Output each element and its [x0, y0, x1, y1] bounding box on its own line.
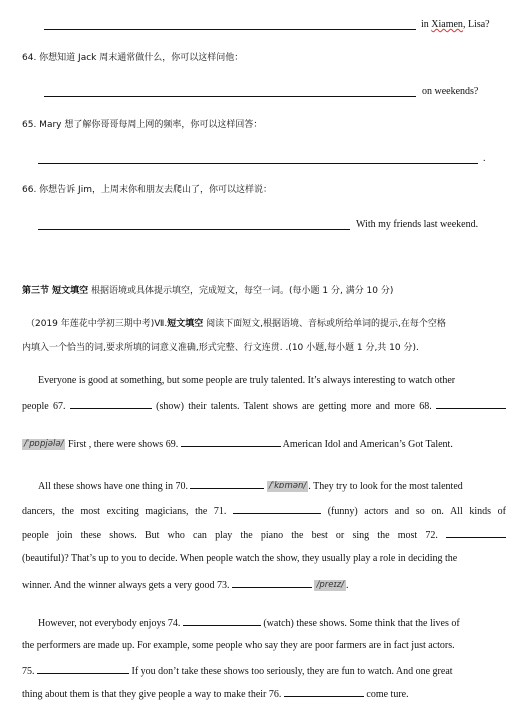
para2-q73-label: winner. And the winner always gets a very good 73. — [22, 580, 230, 591]
source-line-1 — [26, 318, 446, 330]
para2-line5-end: . — [345, 580, 349, 591]
source-rest: 阅读下面短文,根据语境、音标或所给单词的提示,在每个空格 — [203, 319, 446, 329]
answer-line-64[interactable] — [44, 96, 416, 97]
para3-line3 — [22, 664, 453, 678]
para1-line1: Everyone is good at something, but some people are truly talented. It’s always interesting to watch other — [38, 375, 456, 386]
para3-line1-text: (watch) these shows. Some think that the lives of — [263, 618, 460, 629]
para3-line4 — [22, 687, 409, 701]
q66-ending: With my friends last weekend. — [356, 219, 479, 230]
q64-ending: on weekends? — [422, 86, 479, 97]
phonetic-70: /ˈkɒmən/ — [268, 481, 307, 492]
para2-line2 — [22, 504, 506, 518]
blank-67[interactable] — [70, 399, 152, 409]
q63-place: Xiamen — [431, 19, 463, 30]
para3-q74-label: However, not everybody enjoys 74. — [38, 618, 181, 629]
para2-line1 — [38, 479, 463, 493]
phonetic-73: /preɪz/ — [316, 580, 344, 591]
para2-q72-label: people join these shows. But who can play the piano the best or sing the most 72. — [22, 530, 438, 541]
para2-q71-label: dancers, the most exciting magicians, the 71. — [22, 506, 227, 517]
source-prefix: （2019 年莲花中学初三期中考)Ⅶ. — [26, 319, 168, 329]
para3-q75-label: 75. — [22, 666, 35, 677]
answer-line-63[interactable] — [44, 29, 416, 30]
para3-line3-text: If you don’t take these shows too seriously, they are fun to watch. And one great — [131, 666, 453, 677]
q63-in: in — [421, 19, 429, 30]
para1-line2 — [22, 399, 506, 413]
blank-75[interactable] — [37, 664, 129, 674]
para2-line5 — [22, 578, 348, 592]
q63-tail: , Lisa? — [462, 19, 490, 30]
para3-line4-text: come ture. — [366, 689, 409, 700]
answer-line-65[interactable] — [38, 163, 478, 164]
para2-line2-text: (funny) actors and so on. All kinds of — [327, 506, 506, 517]
para1-line3 — [22, 437, 453, 451]
blank-74[interactable] — [183, 616, 261, 626]
blank-69[interactable] — [181, 437, 281, 447]
q65-ending: . — [483, 153, 486, 164]
q66-prompt: 66. 你想告诉 Jim，上周末你和朋友去爬山了，你可以这样说： — [22, 185, 272, 195]
para1-line2-text: (show) their talents. Talent shows are getting more and more 68. — [156, 401, 432, 412]
para1-q69-label: First , there were shows 69. — [67, 439, 179, 450]
section-heading — [22, 285, 393, 297]
para1-q67-label: people 67. — [22, 401, 66, 412]
answer-line-66[interactable] — [38, 229, 350, 230]
para2-line1-text: . They try to look for the most talented — [308, 481, 463, 492]
blank-71[interactable] — [233, 504, 321, 514]
para2-q70-label: All these shows have one thing in 70. — [38, 481, 188, 492]
blank-68[interactable] — [436, 399, 506, 409]
section-title: 第三节 短文填空 — [22, 286, 89, 296]
section-desc: 根据语境或具体提示填空，完成短文，每空一词。(每小题 1 分, 满分 10 分) — [91, 286, 394, 296]
blank-72[interactable] — [446, 528, 506, 538]
q65-prompt: 65. Mary 想了解你哥哥每周上网的频率，你可以这样回答： — [22, 120, 263, 130]
blank-70[interactable] — [190, 479, 264, 489]
source-line-2: 内填入一个恰当的词,要求所填的词意义准确,形式完整、行文连贯. .(10 小题,每小题 1 分,共 10 分). — [22, 343, 419, 353]
q63-ending — [421, 19, 490, 31]
para3-line1 — [38, 616, 460, 630]
blank-73[interactable] — [232, 578, 312, 588]
para2-line3 — [22, 528, 506, 542]
q64-prompt: 64. 你想知道 Jack 周末通常做什么，你可以这样问他： — [22, 53, 244, 63]
source-bold: 短文填空 — [167, 319, 204, 329]
para3-line2: the performers are made up. For example, some people who say they are poor farmers are in fact just actors. — [22, 640, 455, 651]
para3-q76-label: thing about them is that they give people a way to make their 76. — [22, 689, 282, 700]
para2-line4: (beautiful)? That’s up to you to decide. When people watch the show, they usually play a role in deciding the — [22, 553, 458, 564]
para1-line3-text: American Idol and American’s Got Talent. — [282, 439, 453, 450]
phonetic-68: /ˈpɒpjələ/ — [24, 439, 64, 450]
blank-76[interactable] — [284, 687, 364, 697]
